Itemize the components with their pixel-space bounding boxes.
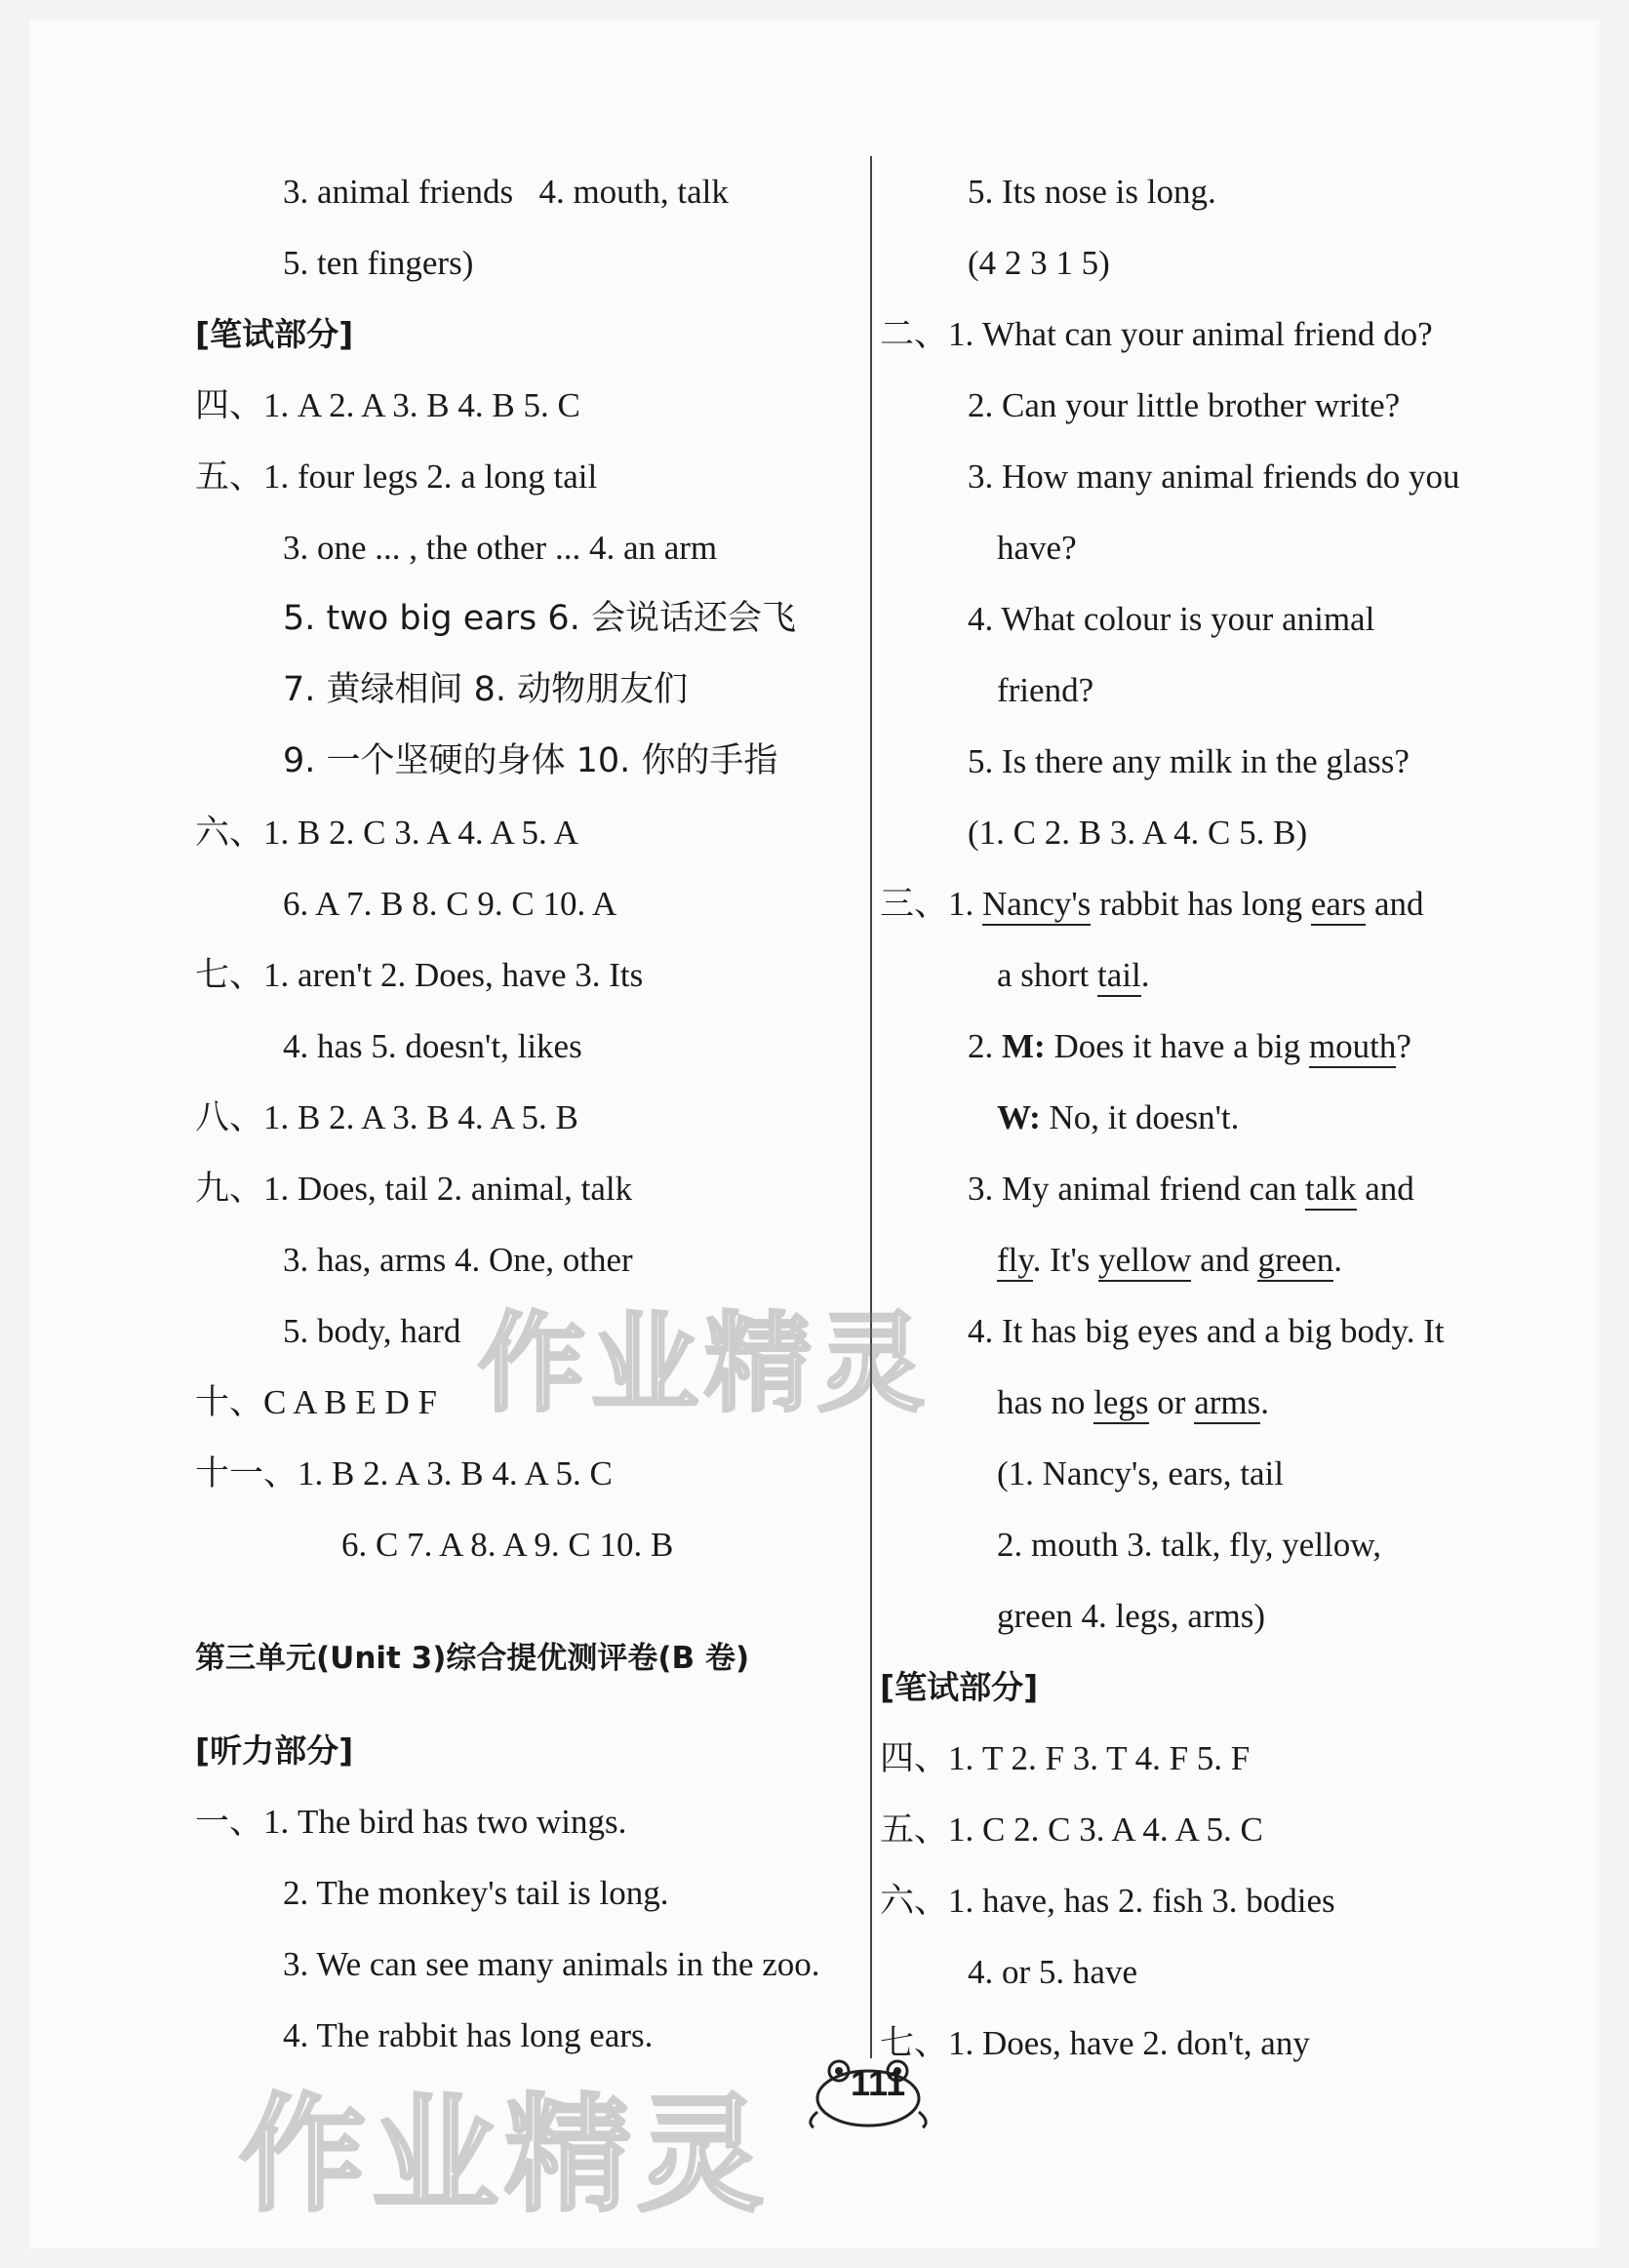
answer-line: have? xyxy=(997,529,1077,567)
answer-line: a short tail. xyxy=(880,939,1543,1011)
q6-answers: 六、1. have, has 2. fish 3. bodies xyxy=(880,1882,1335,1920)
answer-line: 6. C 7. A 8. A 9. C 10. B xyxy=(341,1526,674,1564)
q11-answers: 十一、1. B 2. A 3. B 4. A 5. C xyxy=(195,1454,613,1492)
answer-line: 3. animal friends 4. mouth, talk xyxy=(283,173,729,211)
watermark: 作业精灵 xyxy=(478,1301,931,1426)
answer-line: 3. one ... , the other ... 4. an arm xyxy=(283,529,718,567)
answer-line: 5. Its nose is long. xyxy=(968,173,1216,211)
section-listening: [听力部分] xyxy=(195,1731,354,1770)
answer-line: 5. body, hard xyxy=(283,1312,461,1350)
answer-line: 9. 一个坚硬的身体 10. 你的手指 xyxy=(283,741,778,780)
answer-line: 4. or 5. have xyxy=(968,1953,1137,1991)
answer-line: W: No, it doesn't. xyxy=(997,1098,1240,1136)
answer-line: 3. We can see many animals in the zoo. xyxy=(283,1945,820,1983)
answer-page xyxy=(29,20,1600,2248)
answer-line: (1. C 2. B 3. A 4. C 5. B) xyxy=(968,814,1308,852)
q7-answers: 七、1. Does, have 2. don't, any xyxy=(880,2024,1310,2062)
unit-heading: 第三单元(Unit 3)综合提优测评卷(B 卷) xyxy=(195,1641,750,1676)
q3-answers: 三、1. Nancy's rabbit has long ears and xyxy=(880,868,1543,939)
answer-line: (4 2 3 1 5) xyxy=(968,244,1110,282)
answer-line: (1. Nancy's, ears, tail xyxy=(997,1454,1284,1492)
answer-line: 4. The rabbit has long ears. xyxy=(283,2016,654,2054)
answer-line: green 4. legs, arms) xyxy=(997,1597,1266,1635)
left-column xyxy=(195,156,868,2071)
q10-answers: 十、C A B E D F xyxy=(195,1383,437,1421)
q4-answers: 四、1. T 2. F 3. T 4. F 5. F xyxy=(880,1739,1251,1777)
answer-line: 7. 黄绿相间 8. 动物朋友们 xyxy=(283,670,689,709)
answer-line: 2. M: Does it have a big mouth? xyxy=(880,1011,1543,1082)
q8-answers: 八、1. B 2. A 3. B 4. A 5. B xyxy=(195,1098,578,1136)
answer-line: 4. What colour is your animal xyxy=(968,600,1375,638)
q1-answers: 一、1. The bird has two wings. xyxy=(195,1803,627,1841)
q6-answers: 六、1. B 2. C 3. A 4. A 5. A xyxy=(195,814,578,852)
right-column xyxy=(880,156,1543,2079)
answer-line: 5. two big ears 6. 会说话还会飞 xyxy=(283,599,796,638)
answer-line: 5. Is there any milk in the glass? xyxy=(968,742,1410,780)
q2-answers: 二、1. What can your animal friend do? xyxy=(880,315,1433,353)
q7-answers: 七、1. aren't 2. Does, have 3. Its xyxy=(195,956,644,994)
answer-line: 4. It has big eyes and a big body. It xyxy=(968,1312,1445,1350)
page-footer xyxy=(800,2053,936,2131)
q4-answers: 四、1. A 2. A 3. B 4. B 5. C xyxy=(195,386,580,424)
column-divider xyxy=(870,156,872,2058)
answer-line: 2. The monkey's tail is long. xyxy=(283,1874,669,1912)
answer-line: fly. It's yellow and green. xyxy=(880,1224,1543,1295)
answer-line: 3. has, arms 4. One, other xyxy=(283,1241,633,1279)
answer-line: 2. mouth 3. talk, fly, yellow, xyxy=(997,1526,1382,1564)
answer-line: 5. ten fingers) xyxy=(283,244,474,282)
q5-answers: 五、1. four legs 2. a long tail xyxy=(195,458,598,496)
watermark: 作业精灵 xyxy=(239,2081,771,2229)
section-written: [笔试部分] xyxy=(880,1668,1039,1706)
section-written: [笔试部分] xyxy=(195,315,354,353)
answer-line: 3. My animal friend can talk and xyxy=(880,1153,1543,1224)
answer-line: friend? xyxy=(997,671,1094,709)
answer-line: 4. has 5. doesn't, likes xyxy=(283,1027,582,1065)
page-number: 111 xyxy=(851,2063,906,2103)
q9-answers: 九、1. Does, tail 2. animal, talk xyxy=(195,1170,633,1208)
q5-answers: 五、1. C 2. C 3. A 4. A 5. C xyxy=(880,1810,1263,1849)
answer-line: 2. Can your little brother write? xyxy=(968,386,1401,424)
answer-line: 3. How many animal friends do you xyxy=(968,458,1460,496)
answer-line: 6. A 7. B 8. C 9. C 10. A xyxy=(283,885,617,923)
answer-line: has no legs or arms. xyxy=(880,1367,1543,1438)
